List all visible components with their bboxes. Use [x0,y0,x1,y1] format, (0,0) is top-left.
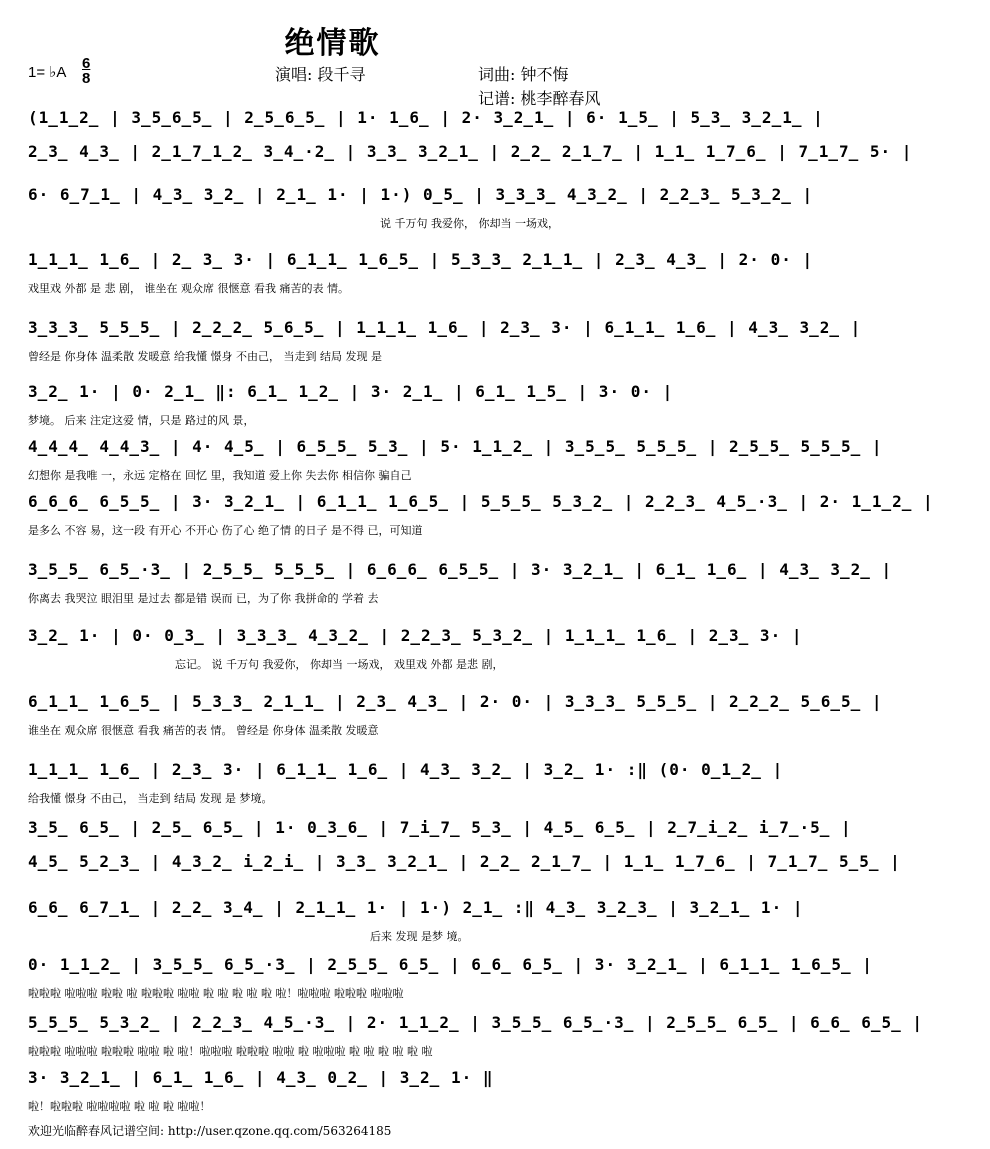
lyrics-row: 是多么 不容 易，这一段 有开心 不开心 伤了心 绝了情 的日子 是不得 已，可知道 [28,524,423,537]
notation-row: 4̲4̲4̲ 4̲4̲3̲ | 4· 4̲5̲ | 6̲5̲5̲ 5̲3̲ | 5· 1̲1̲2̲ | 3̲5̲5̲ 5̲5̲5̲ | 2̲5̲5̲ 5̲5̲5̲ | [28,437,883,456]
notation-row: 3̲2̲ 1· | 0· 2̲1̲ ‖: 6̲1̲ 1̲2̲ | 3· 2̲1̲ | 6̲1̲ 1̲5̲ | 3· 0· | [28,382,674,401]
notation-row: 2̲3̲ 4̲3̲ | 2̲1̲7̲1̲2̲ 3̲4̲·2̲ | 3̲3̲ 3̲2̲1̲ | 2̲2̲ 2̲1̲7̲ | 1̲1̲ 1̲7̲6̲ | 7̲1̲7̲ 5· | [28,142,913,161]
lyrics-row: 梦境。 后来 注定这爱 情，只是 路过的风 景， [28,414,255,427]
time-signature-bottom: 8 [82,70,91,87]
lyrics-row: 说 千万句 我爱你， 你却当 一场戏， [380,217,559,230]
footer-credit: 欢迎光临醉春风记谱空间: http://user.qzone.qq.com/563264185 [28,1124,392,1138]
singer-credit: 演唱: 段千寻 [275,65,366,84]
lyrics-row: 忘记。 说 千万句 我爱你， 你却当 一场戏， 戏里戏 外都 是悲 剧， [175,658,504,671]
lyrics-row: 戏里戏 外都 是 悲 剧， 谁坐在 观众席 很惬意 看我 痛苦的表 情。 [28,282,349,295]
notation-row: 6· 6̲7̲1̲ | 4̲3̲ 3̲2̲ | 2̲1̲ 1· | 1·) 0̲5̲ | 3̲3̲3̲ 4̲3̲2̲ | 2̲2̲3̲ 5̲3̲2̲ | [28,185,814,204]
lyrics-row: 啦啦啦 啦啦啦 啦啦 啦 啦啦啦 啦啦 啦 啦 啦 啦 啦 啦！啦啦啦 啦啦啦 啦啦啦 [28,987,404,1000]
lyrics-row: 你离去 我哭泣 眼泪里 是过去 都是错 误而 已，为了你 我拼命的 学着 去 [28,592,379,605]
time-signature-top: 6 [82,55,91,72]
notation-row: 3· 3̲2̲1̲ | 6̲1̲ 1̲6̲ | 4̲3̲ 0̲2̲ | 3̲2̲ 1· ‖ [28,1068,494,1087]
lyrics-row: 后来 发现 是梦 境。 [370,930,469,943]
notation-row: 3̲5̲5̲ 6̲5̲·3̲ | 2̲5̲5̲ 5̲5̲5̲ | 6̲6̲6̲ 6̲5̲5̲ | 3· 3̲2̲1̲ | 6̲1̲ 1̲6̲ | 4̲3̲ 3̲2̲ | [28,560,893,579]
notation-row: 3̲5̲ 6̲5̲ | 2̲5̲ 6̲5̲ | 1· 0̲3̲6̲ | 7̲i̲7̲ 5̲3̲ | 4̲5̲ 6̲5̲ | 2̲7̲i̲2̲ i̲7̲·5̲ | [28,818,852,837]
notation-row: 1̲1̲1̲ 1̲6̲ | 2̲ 3̲ 3· | 6̲1̲1̲ 1̲6̲5̲ | 5̲3̲3̲ 2̲1̲1̲ | 2̲3̲ 4̲3̲ | 2· 0· | [28,250,814,269]
lyrics-row: 给我懂 憬身 不由己， 当走到 结局 发现 是 梦境。 [28,792,273,805]
lyrics-row: 啦啦啦 啦啦啦 啦啦啦 啦啦 啦 啦！啦啦啦 啦啦啦 啦啦 啦 啦啦啦 啦 啦 啦 啦 啦 啦 [28,1045,433,1058]
song-title: 绝情歌 [284,26,381,61]
lyrics-row: 曾经是 你身体 温柔散 发暖意 给我懂 憬身 不由己， 当走到 结局 发现 是 [28,350,382,363]
composer-credit: 词曲: 钟不悔 [478,65,569,84]
notation-row: 0· 1̲1̲2̲ | 3̲5̲5̲ 6̲5̲·3̲ | 2̲5̲5̲ 6̲5̲ | 6̲6̲ 6̲5̲ | 3· 3̲2̲1̲ | 6̲1̲1̲ 1̲6̲5̲ | [28,955,873,974]
notation-row: (1̲1̲2̲ | 3̲5̲6̲5̲ | 2̲5̲6̲5̲ | 1· 1̲6̲ | 2· 3̲2̲1̲ | 6· 1̲5̲ | 5̲3̲ 3̲2̲1̲ | [28,108,824,127]
notation-row: 3̲3̲3̲ 5̲5̲5̲ | 2̲2̲2̲ 5̲6̲5̲ | 1̲1̲1̲ 1̲6̲ | 2̲3̲ 3· | 6̲1̲1̲ 1̲6̲ | 4̲3̲ 3̲2̲ | [28,318,862,337]
lyrics-row: 啦！啦啦啦 啦啦啦啦 啦 啦 啦 啦啦！ [28,1100,211,1113]
notation-row: 6̲6̲ 6̲7̲1̲ | 2̲2̲ 3̲4̲ | 2̲1̲1̲ 1· | 1·) 2̲1̲ :‖ 4̲3̲ 3̲2̲3̲ | 3̲2̲1̲ 1· | [28,898,804,917]
notation-row: 4̲5̲ 5̲2̲3̲ | 4̲3̲2̲ i̲2̲i̲ | 3̲3̲ 3̲2̲1̲ | 2̲2̲ 2̲1̲7̲ | 1̲1̲ 1̲7̲6̲ | 7̲1̲7̲ 5̲5̲ | [28,852,901,871]
notation-row: 6̲1̲1̲ 1̲6̲5̲ | 5̲3̲3̲ 2̲1̲1̲ | 2̲3̲ 4̲3̲ | 2· 0· | 3̲3̲3̲ 5̲5̲5̲ | 2̲2̲2̲ 5̲6̲5̲ | [28,692,883,711]
notation-row: 5̲5̲5̲ 5̲3̲2̲ | 2̲2̲3̲ 4̲5̲·3̲ | 2· 1̲1̲2̲ | 3̲5̲5̲ 6̲5̲·3̲ | 2̲5̲5̲ 6̲5̲ | 6̲6̲ 6̲5̲ | [28,1013,924,1032]
lyrics-row: 幻想你 是我唯 一，永远 定格在 回忆 里，我知道 爱上你 失去你 相信你 骗自己 [28,469,412,482]
lyrics-row: 谁坐在 观众席 很惬意 看我 痛苦的表 情。 曾经是 你身体 温柔散 发暖意 [28,724,379,737]
transcriber-credit: 记谱: 桃李醉春风 [478,89,601,108]
notation-row: 3̲2̲ 1· | 0· 0̲3̲ | 3̲3̲3̲ 4̲3̲2̲ | 2̲2̲3̲ 5̲3̲2̲ | 1̲1̲1̲ 1̲6̲ | 2̲3̲ 3· | [28,626,803,645]
notation-row: 1̲1̲1̲ 1̲6̲ | 2̲3̲ 3· | 6̲1̲1̲ 1̲6̲ | 4̲3̲ 3̲2̲ | 3̲2̲ 1· :‖ (0· 0̲1̲2̲ | [28,760,784,779]
notation-row: 6̲6̲6̲ 6̲5̲5̲ | 3· 3̲2̲1̲ | 6̲1̲1̲ 1̲6̲5̲ | 5̲5̲5̲ 5̲3̲2̲ | 2̲2̲3̲ 4̲5̲·3̲ | 2· 1̲1̲2̲ | [28,492,934,511]
key-signature: 1= ♭A [28,64,67,81]
